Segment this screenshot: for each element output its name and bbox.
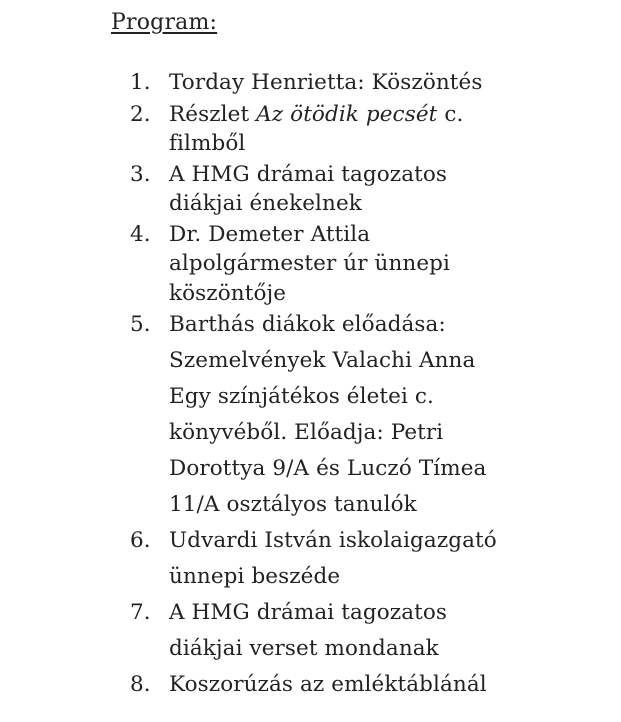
program-item-4 — [0, 220, 621, 309]
item-number: 7. — [130, 600, 151, 625]
item-text: Dr. Demeter Attila alpolgármester úr ünnepi köszöntője — [169, 221, 451, 306]
item-number: 1. — [130, 70, 151, 95]
program-item-5 — [0, 307, 621, 523]
item-text: Barthás diákok előadása: Szemelvények Valachi Anna Egy színjátékos életei c. könyvéből. Előadja: Petri Dorottya 9/A és Luczó Tímea 11/A osztályos tanulók — [169, 312, 487, 517]
program-list — [0, 68, 621, 703]
item-number: 3. — [130, 161, 151, 187]
program-item-7 — [0, 595, 621, 667]
item-number: 5. — [130, 312, 151, 337]
item-text: Torday Henrietta: Köszöntés — [169, 70, 483, 95]
item-text-after: c. filmből — [169, 101, 464, 156]
item-number: 6. — [130, 528, 151, 553]
program-item-2 — [0, 100, 621, 159]
item-text: Koszorúzás az emléktáblánál — [169, 672, 487, 697]
item-text — [169, 100, 529, 159]
item-text-before: Részlet — [169, 101, 257, 127]
item-number: 4. — [130, 221, 151, 247]
program-item-3 — [0, 160, 621, 219]
item-text: A HMG drámai tagozatos diákjai verset mondanak — [169, 600, 448, 661]
program-item-1 — [0, 68, 621, 98]
film-title: Az ötödik pecsét — [256, 101, 438, 127]
item-text: Udvardi István iskolaigazgató ünnepi beszéde — [169, 528, 497, 589]
item-number: 2. — [130, 101, 151, 127]
item-number: 8. — [130, 672, 151, 697]
item-text: A HMG drámai tagozatos diákjai énekelnek — [169, 161, 448, 216]
program-item-8 — [0, 667, 621, 703]
program-item-6 — [0, 523, 621, 595]
program-heading: Program: — [111, 10, 218, 35]
